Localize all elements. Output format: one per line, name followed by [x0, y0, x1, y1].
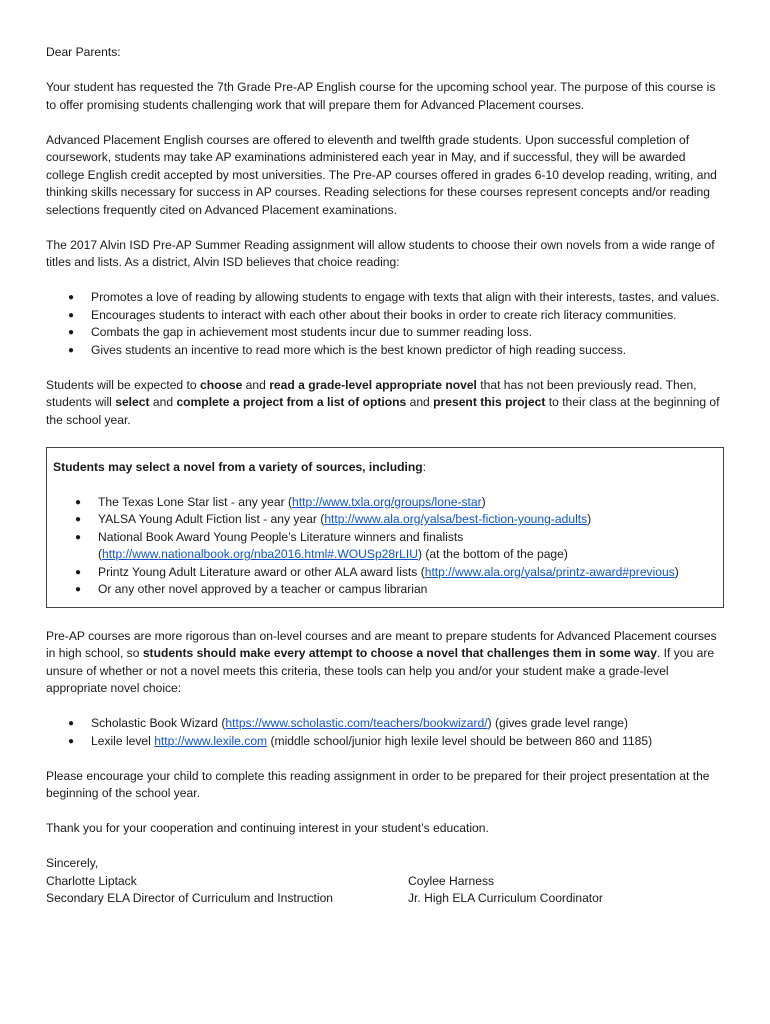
printz-link[interactable]: http://www.ala.org/yalsa/printz-award#previous	[424, 564, 675, 579]
yalsa-link[interactable]: http://www.ala.org/yalsa/best-fiction-young-adults	[324, 512, 588, 526]
text: . If you are unsure of whether or not a novel meets this criteria, these tools can help you and/or your student make a grade-level appropriate novel choice:	[46, 646, 715, 695]
signer-name: Charlotte Liptack	[46, 873, 137, 888]
list-item: ● Gives students an incentive to read more which is the best known predictor of high reading success.	[91, 342, 724, 360]
text: and	[406, 395, 434, 409]
thanks-paragraph: Thank you for your cooperation and continuing interest in your student’s education.	[46, 821, 489, 835]
text: ) (at the bottom of the page)	[418, 547, 568, 561]
text: ) (gives grade level range)	[487, 716, 629, 730]
text: and	[149, 395, 177, 409]
rigor-paragraph	[46, 628, 724, 698]
list-item	[98, 581, 717, 599]
text: Pre-AP courses are more rigorous than on-level courses and are meant to prepare students for Advanced Placement courses in high school, so	[46, 628, 717, 660]
choice-reading-list	[46, 289, 724, 359]
list-item: ● Promotes a love of reading by allowing students to engage with texts that align with their interests, tastes, and values.	[91, 289, 724, 307]
ap-courses-paragraph: Advanced Placement English courses are offered to eleventh and twelfth grade students. Upon successful completion of coursework, students may take AP examinations administered each year in May, and if successful, they will be awarded college English credit accepted by most universities. The Pre-AP courses offered in grades 6-10 develop reading, writing, and thinking skills necessary for success in AP courses. Reading selections for these courses represent concepts and/or reading selections frequently cited on Advanced Placement examinations.	[46, 132, 717, 217]
list-item	[98, 494, 717, 512]
bold-text: students should make every attempt to choose a novel that challenges them in some way	[142, 646, 657, 660]
closing: Sincerely,	[46, 856, 99, 870]
list-item	[98, 529, 717, 564]
text: )	[481, 494, 486, 509]
bold-text: Students may select a novel from a variety of sources, including	[53, 459, 423, 474]
list-item	[98, 511, 717, 529]
text: YALSA Young Adult Fiction list - any year (	[98, 512, 325, 526]
sources-box	[46, 447, 724, 608]
sources-list	[53, 494, 717, 599]
text: Students will be expected to	[46, 377, 200, 392]
signatures	[46, 873, 724, 908]
signer-title: Secondary ELA Director of Curriculum and Instruction	[46, 891, 334, 905]
list-item: ● Encourages students to interact with each other about their books in order to create rich literacy communities.	[91, 307, 724, 325]
salutation: Dear Parents:	[46, 45, 121, 59]
bold-text: select	[115, 395, 150, 409]
tools-list	[46, 715, 724, 750]
national-book-link[interactable]: http://www.nationalbook.org/nba2016.html#.WOUSp28rLIU	[102, 547, 418, 561]
text: that has not been previously read. Then, students will	[46, 377, 697, 409]
signer-1	[46, 873, 408, 908]
text: Scholastic Book Wizard (	[91, 716, 226, 730]
signer-2	[408, 873, 708, 908]
summer-reading-paragraph: The 2017 Alvin ISD Pre-AP Summer Reading assignment will allow students to choose their own novels from a wide range of titles and lists. As a district, Alvin ISD believes that choice reading:	[46, 237, 715, 269]
expectations-paragraph	[46, 377, 724, 430]
lone-star-link[interactable]: http://www.txla.org/groups/lone-star	[292, 494, 482, 509]
text: Lexile level	[91, 733, 155, 748]
bold-text: read a grade-level appropriate novel	[269, 377, 477, 392]
text: The Texas Lone Star list - any year (	[98, 494, 293, 509]
bold-text: choose	[199, 377, 243, 392]
text: (middle school/junior high lexile level should be between 860 and 1185)	[267, 733, 653, 748]
text: )	[674, 564, 679, 579]
bold-text: present this project	[433, 395, 546, 409]
signer-title: Jr. High ELA Curriculum Coordinator	[408, 891, 603, 905]
sources-heading	[53, 459, 717, 477]
scholastic-link[interactable]: https://www.scholastic.com/teachers/bookwizard/	[225, 716, 488, 730]
list-item: ● Combats the gap in achievement most students incur due to summer reading loss.	[91, 324, 724, 342]
text: :	[422, 459, 427, 474]
encourage-paragraph: Please encourage your child to complete this reading assignment in order to be prepared for their project presentation at the beginning of the school year.	[46, 768, 710, 800]
text: Or any other novel approved by a teacher or campus librarian	[98, 582, 428, 596]
text: National Book Award Young People’s Literature winners and finalists (	[98, 529, 464, 561]
text: Printz Young Adult Literature award or other ALA award lists (	[98, 564, 425, 579]
signer-name: Coylee Harness	[408, 873, 495, 888]
list-item	[91, 715, 724, 733]
text: and	[242, 377, 270, 392]
list-item	[91, 733, 724, 751]
intro-paragraph: Your student has requested the 7th Grade Pre-AP English course for the upcoming school year. The purpose of this course is to offer promising students challenging work that will prepare them for Advanced Placement courses.	[46, 80, 716, 112]
text: )	[587, 512, 592, 526]
text: to their class at the beginning of the school year.	[46, 395, 720, 427]
bold-text: complete a project from a list of options	[176, 395, 407, 409]
list-item	[98, 564, 717, 582]
lexile-link[interactable]: http://www.lexile.com	[154, 733, 268, 748]
